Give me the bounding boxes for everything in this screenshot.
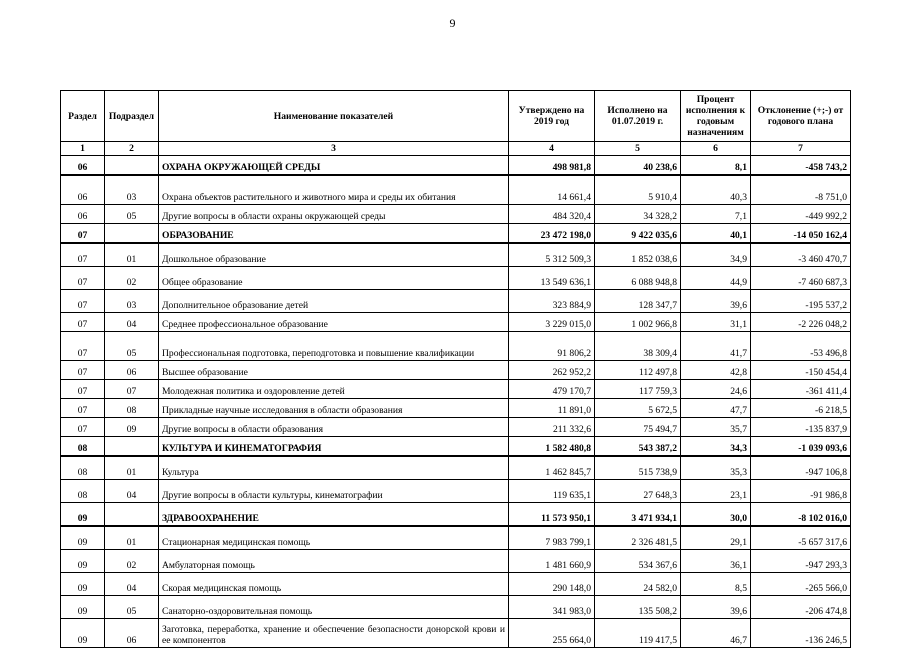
cell-executed: 543 387,2	[595, 437, 681, 457]
cell-name: Молодежная политика и оздоровление детей	[159, 380, 509, 399]
header-podrazdel: Подраздел	[105, 91, 159, 142]
cell-percent: 23,1	[681, 480, 751, 503]
table-row	[61, 205, 851, 224]
cell-deviation: -14 050 162,4	[751, 224, 851, 244]
cell-razdel: 09	[61, 573, 105, 596]
cell-percent: 24,6	[681, 380, 751, 399]
cell-razdel: 09	[61, 596, 105, 619]
section-row	[61, 437, 851, 457]
cell-percent: 46,7	[681, 619, 751, 648]
cell-name: Санаторно-оздоровительная помощь	[159, 596, 509, 619]
cell-executed: 24 582,0	[595, 573, 681, 596]
cell-percent: 29,1	[681, 526, 751, 550]
cell-executed: 1 002 966,8	[595, 313, 681, 332]
cell-podrazdel: 03	[105, 175, 159, 205]
cell-razdel: 07	[61, 243, 105, 267]
cell-podrazdel: 05	[105, 596, 159, 619]
cell-razdel: 07	[61, 418, 105, 437]
cell-executed: 34 328,2	[595, 205, 681, 224]
cell-percent: 44,9	[681, 267, 751, 290]
cell-deviation: -6 218,5	[751, 399, 851, 418]
cell-executed: 119 417,5	[595, 619, 681, 648]
cell-name: Заготовка, переработка, хранение и обеспечение безопасности донорской крови и ее компонентов	[159, 619, 509, 648]
cell-razdel: 08	[61, 456, 105, 480]
column-number: 1	[61, 142, 105, 156]
cell-deviation: -265 566,0	[751, 573, 851, 596]
section-row	[61, 503, 851, 527]
cell-percent: 39,6	[681, 596, 751, 619]
table-row	[61, 175, 851, 205]
cell-approved: 1 462 845,7	[509, 456, 595, 480]
table-row	[61, 399, 851, 418]
cell-deviation: -135 837,9	[751, 418, 851, 437]
cell-deviation: -2 226 048,2	[751, 313, 851, 332]
cell-executed: 1 852 038,6	[595, 243, 681, 267]
cell-approved: 3 229 015,0	[509, 313, 595, 332]
cell-percent: 31,1	[681, 313, 751, 332]
table-row	[61, 332, 851, 361]
cell-razdel: 07	[61, 290, 105, 313]
cell-approved: 262 952,2	[509, 361, 595, 380]
cell-name: Профессиональная подготовка, переподготовка и повышение квалификации	[159, 332, 509, 361]
cell-razdel: 09	[61, 550, 105, 573]
cell-approved: 13 549 636,1	[509, 267, 595, 290]
cell-razdel: 07	[61, 224, 105, 244]
table-row	[61, 418, 851, 437]
cell-name: Амбулаторная помощь	[159, 550, 509, 573]
table-row	[61, 480, 851, 503]
cell-percent: 7,1	[681, 205, 751, 224]
cell-podrazdel	[105, 503, 159, 527]
table-row	[61, 573, 851, 596]
cell-deviation: -458 743,2	[751, 156, 851, 176]
cell-approved: 1 582 480,8	[509, 437, 595, 457]
cell-razdel: 07	[61, 267, 105, 290]
cell-executed: 128 347,7	[595, 290, 681, 313]
cell-podrazdel: 04	[105, 313, 159, 332]
cell-executed: 534 367,6	[595, 550, 681, 573]
cell-percent: 39,6	[681, 290, 751, 313]
cell-razdel: 09	[61, 526, 105, 550]
page-number: 9	[449, 16, 456, 30]
cell-approved: 341 983,0	[509, 596, 595, 619]
column-number: 3	[159, 142, 509, 156]
table-row	[61, 267, 851, 290]
cell-executed: 5 910,4	[595, 175, 681, 205]
cell-deviation: -3 460 470,7	[751, 243, 851, 267]
cell-podrazdel: 05	[105, 332, 159, 361]
cell-name: Другие вопросы в области культуры, кинематографии	[159, 480, 509, 503]
cell-percent: 36,1	[681, 550, 751, 573]
cell-podrazdel	[105, 437, 159, 457]
cell-deviation: -947 106,8	[751, 456, 851, 480]
cell-podrazdel: 08	[105, 399, 159, 418]
cell-name: Стационарная медицинская помощь	[159, 526, 509, 550]
cell-podrazdel: 02	[105, 550, 159, 573]
cell-razdel: 09	[61, 619, 105, 648]
budget-table	[60, 90, 851, 648]
table-row	[61, 596, 851, 619]
cell-executed: 2 326 481,5	[595, 526, 681, 550]
column-number: 7	[751, 142, 851, 156]
header-row	[61, 91, 851, 142]
section-row	[61, 156, 851, 176]
cell-deviation: -7 460 687,3	[751, 267, 851, 290]
cell-executed: 27 648,3	[595, 480, 681, 503]
cell-razdel: 06	[61, 205, 105, 224]
cell-podrazdel	[105, 156, 159, 176]
cell-percent: 40,1	[681, 224, 751, 244]
cell-approved: 1 481 660,9	[509, 550, 595, 573]
cell-razdel: 07	[61, 313, 105, 332]
cell-deviation: -195 537,2	[751, 290, 851, 313]
header-approved: Утверждено на 2019 год	[509, 91, 595, 142]
cell-approved: 11 891,0	[509, 399, 595, 418]
cell-executed: 112 497,8	[595, 361, 681, 380]
cell-deviation: -150 454,4	[751, 361, 851, 380]
cell-name: Высшее образование	[159, 361, 509, 380]
cell-approved: 479 170,7	[509, 380, 595, 399]
table-row	[61, 290, 851, 313]
cell-deviation: -1 039 093,6	[751, 437, 851, 457]
cell-podrazdel: 02	[105, 267, 159, 290]
cell-approved: 14 661,4	[509, 175, 595, 205]
cell-razdel: 07	[61, 399, 105, 418]
cell-razdel: 08	[61, 480, 105, 503]
cell-deviation: -8 751,0	[751, 175, 851, 205]
header-razdel: Раздел	[61, 91, 105, 142]
section-row	[61, 224, 851, 244]
cell-approved: 323 884,9	[509, 290, 595, 313]
cell-percent: 34,3	[681, 437, 751, 457]
cell-name: ОХРАНА ОКРУЖАЮЩЕЙ СРЕДЫ	[159, 156, 509, 176]
cell-approved: 23 472 198,0	[509, 224, 595, 244]
cell-percent: 47,7	[681, 399, 751, 418]
cell-deviation: -449 992,2	[751, 205, 851, 224]
cell-razdel: 07	[61, 332, 105, 361]
cell-name: Скорая медицинская помощь	[159, 573, 509, 596]
cell-percent: 30,0	[681, 503, 751, 527]
cell-podrazdel: 09	[105, 418, 159, 437]
cell-percent: 34,9	[681, 243, 751, 267]
cell-name: Другие вопросы в области образования	[159, 418, 509, 437]
cell-approved: 290 148,0	[509, 573, 595, 596]
cell-deviation: -947 293,3	[751, 550, 851, 573]
cell-deviation: -136 246,5	[751, 619, 851, 648]
cell-percent: 35,3	[681, 456, 751, 480]
column-number: 4	[509, 142, 595, 156]
cell-podrazdel: 06	[105, 619, 159, 648]
cell-podrazdel	[105, 224, 159, 244]
cell-approved: 211 332,6	[509, 418, 595, 437]
table-row	[61, 380, 851, 399]
cell-name: Дополнительное образование детей	[159, 290, 509, 313]
table-row	[61, 313, 851, 332]
table-row	[61, 456, 851, 480]
cell-executed: 6 088 948,8	[595, 267, 681, 290]
header-deviation: Отклонение (+;-) от годового плана	[751, 91, 851, 142]
column-number: 6	[681, 142, 751, 156]
cell-executed: 9 422 035,6	[595, 224, 681, 244]
cell-podrazdel: 06	[105, 361, 159, 380]
table-row	[61, 550, 851, 573]
cell-razdel: 09	[61, 503, 105, 527]
cell-deviation: -53 496,8	[751, 332, 851, 361]
cell-deviation: -206 474,8	[751, 596, 851, 619]
cell-percent: 8,1	[681, 156, 751, 176]
cell-name: Среднее профессиональное образование	[159, 313, 509, 332]
cell-name: КУЛЬТУРА И КИНЕМАТОГРАФИЯ	[159, 437, 509, 457]
cell-podrazdel: 01	[105, 243, 159, 267]
cell-approved: 484 320,4	[509, 205, 595, 224]
table-row	[61, 526, 851, 550]
cell-podrazdel: 05	[105, 205, 159, 224]
cell-name: Общее образование	[159, 267, 509, 290]
column-number: 2	[105, 142, 159, 156]
cell-executed: 515 738,9	[595, 456, 681, 480]
cell-executed: 5 672,5	[595, 399, 681, 418]
cell-executed: 40 238,6	[595, 156, 681, 176]
cell-razdel: 07	[61, 361, 105, 380]
cell-name: Культура	[159, 456, 509, 480]
cell-podrazdel: 03	[105, 290, 159, 313]
cell-approved: 7 983 799,1	[509, 526, 595, 550]
cell-percent: 8,5	[681, 573, 751, 596]
cell-executed: 135 508,2	[595, 596, 681, 619]
header-executed: Исполнено на 01.07.2019 г.	[595, 91, 681, 142]
cell-approved: 11 573 950,1	[509, 503, 595, 527]
cell-approved: 498 981,8	[509, 156, 595, 176]
cell-executed: 75 494,7	[595, 418, 681, 437]
cell-executed: 3 471 934,1	[595, 503, 681, 527]
cell-podrazdel: 01	[105, 456, 159, 480]
cell-approved: 5 312 509,3	[509, 243, 595, 267]
cell-name: Охрана объектов растительного и животного мира и среды их обитания	[159, 175, 509, 205]
header-name: Наименование показателей	[159, 91, 509, 142]
cell-podrazdel: 07	[105, 380, 159, 399]
cell-deviation: -91 986,8	[751, 480, 851, 503]
cell-deviation: -8 102 016,0	[751, 503, 851, 527]
cell-percent: 40,3	[681, 175, 751, 205]
cell-name: ОБРАЗОВАНИЕ	[159, 224, 509, 244]
cell-razdel: 06	[61, 156, 105, 176]
cell-percent: 35,7	[681, 418, 751, 437]
cell-podrazdel: 04	[105, 573, 159, 596]
cell-razdel: 06	[61, 175, 105, 205]
cell-razdel: 08	[61, 437, 105, 457]
cell-approved: 91 806,2	[509, 332, 595, 361]
cell-executed: 117 759,3	[595, 380, 681, 399]
cell-razdel: 07	[61, 380, 105, 399]
cell-name: ЗДРАВООХРАНЕНИЕ	[159, 503, 509, 527]
table-row	[61, 619, 851, 648]
table-row	[61, 243, 851, 267]
column-number-row	[61, 142, 851, 156]
cell-name: Дошкольное образование	[159, 243, 509, 267]
table-body	[61, 156, 851, 648]
table-row	[61, 361, 851, 380]
header-percent: Процент исполнения к годовым назначениям	[681, 91, 751, 142]
cell-executed: 38 309,4	[595, 332, 681, 361]
cell-approved: 255 664,0	[509, 619, 595, 648]
cell-deviation: -5 657 317,6	[751, 526, 851, 550]
cell-percent: 42,8	[681, 361, 751, 380]
cell-name: Прикладные научные исследования в области образования	[159, 399, 509, 418]
cell-name: Другие вопросы в области охраны окружающей среды	[159, 205, 509, 224]
column-number: 5	[595, 142, 681, 156]
cell-podrazdel: 04	[105, 480, 159, 503]
cell-podrazdel: 01	[105, 526, 159, 550]
cell-approved: 119 635,1	[509, 480, 595, 503]
cell-deviation: -361 411,4	[751, 380, 851, 399]
cell-percent: 41,7	[681, 332, 751, 361]
